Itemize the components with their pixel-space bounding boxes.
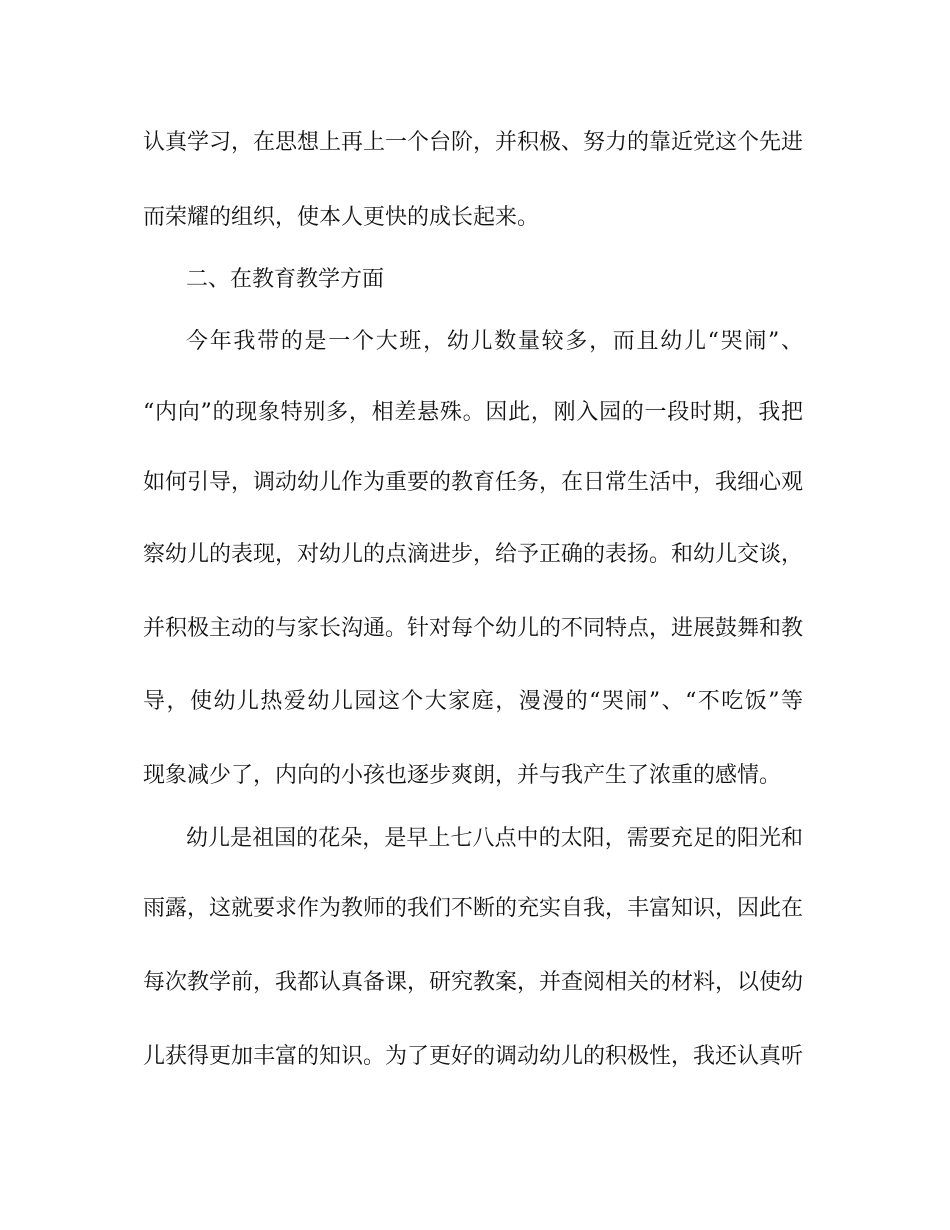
text-line-4: 今年我带的是一个大班，幼儿数量较多，而且幼儿“哭闹”、 — [186, 329, 803, 354]
text-line-11: 幼儿是祖国的花朵，是早上七八点中的太阳，需要充足的阳光和 — [186, 826, 803, 851]
text-line-9: 导，使幼儿热爱幼儿园这个大家庭，漫漫的“哭闹”、“不吃饭”等 — [143, 689, 803, 714]
text-line-10: 现象减少了，内向的小孩也逐步爽朗，并与我产生了浓重的感情。 — [143, 763, 782, 788]
text-line-14: 儿获得更加丰富的知识。为了更好的调动幼儿的积极性，我还认真听 — [143, 1044, 804, 1069]
text-line-7: 察幼儿的表现，对幼儿的点滴进步，给予正确的表扬。和幼儿交谈， — [143, 542, 804, 567]
section-heading: 二、在教育教学方面 — [186, 267, 385, 292]
text-line-8: 并积极主动的与家长沟通。针对每个幼儿的不同特点，进展鼓舞和教 — [143, 616, 804, 641]
text-line-13: 每次教学前，我都认真备课，研究教案，并查阅相关的材料，以使幼 — [143, 970, 804, 995]
text-line-5: “内向”的现象特别多，相差悬殊。因此，刚入园的一段时期，我把 — [143, 400, 803, 425]
text-line-2: 而荣耀的组织，使本人更快的成长起来。 — [143, 205, 540, 230]
text-line-12: 雨露，这就要求作为教师的我们不断的充实自我，丰富知识，因此在 — [143, 896, 804, 921]
text-line-1: 认真学习，在思想上再上一个台阶，并积极、努力的靠近党这个先进 — [143, 130, 804, 155]
text-line-6: 如何引导，调动幼儿作为重要的教育任务，在日常生活中，我细心观 — [143, 470, 804, 495]
